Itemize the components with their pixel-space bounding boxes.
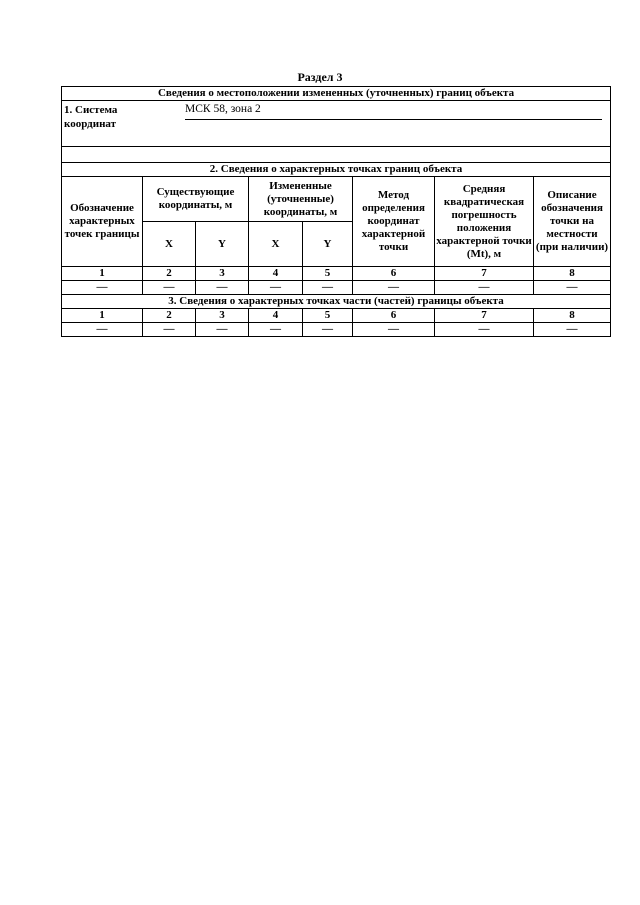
header-changed-x: X	[249, 222, 303, 267]
spacer-row	[62, 147, 611, 163]
header-existing-y: Y	[196, 222, 249, 267]
header-existing-coords: Существующие координаты, м	[143, 177, 249, 222]
table-cell: —	[62, 281, 143, 295]
table-cell: —	[303, 281, 353, 295]
column-number: 4	[249, 309, 303, 323]
table-row	[62, 323, 611, 337]
column-number: 5	[303, 267, 353, 281]
column-number: 8	[534, 309, 611, 323]
column-number: 3	[196, 267, 249, 281]
column-number: 6	[353, 309, 435, 323]
table-cell: —	[143, 323, 196, 337]
column-number: 8	[534, 267, 611, 281]
coord-system-label: 1. Система координат	[64, 104, 118, 130]
table-cell: —	[435, 281, 534, 295]
section-heading: Раздел 3	[297, 70, 343, 84]
column-number: 2	[143, 309, 196, 323]
column-number: 5	[303, 309, 353, 323]
section3-title: 3. Сведения о характерных точках части (частей) границы объекта	[62, 295, 611, 309]
header-existing-x: X	[143, 222, 196, 267]
boundary-form-table	[61, 86, 611, 337]
table-cell: —	[435, 323, 534, 337]
table-cell: —	[196, 323, 249, 337]
header-description: Описание обозначения точки на местности (при наличии)	[534, 177, 611, 267]
header-changed-y: Y	[303, 222, 353, 267]
column-number: 1	[62, 309, 143, 323]
table-cell: —	[249, 323, 303, 337]
column-number: 4	[249, 267, 303, 281]
section2-title: 2. Сведения о характерных точках границ объекта	[62, 163, 611, 177]
table-cell: —	[196, 281, 249, 295]
coord-system-value: МСК 58, зона 2	[185, 103, 602, 120]
table-cell: —	[534, 281, 611, 295]
column-number: 2	[143, 267, 196, 281]
table-cell: —	[353, 323, 435, 337]
column-number: 7	[435, 267, 534, 281]
table-cell: —	[249, 281, 303, 295]
column-number: 3	[196, 309, 249, 323]
section1-title: Сведения о местоположении измененных (уточненных) границ объекта	[62, 87, 611, 101]
table-cell: —	[62, 323, 143, 337]
header-rms-error: Средняя квадратическая погрешность положения характерной точки (Mt), м	[435, 177, 534, 267]
table-cell: —	[353, 281, 435, 295]
table-cell: —	[143, 281, 196, 295]
column-number: 6	[353, 267, 435, 281]
table-cell: —	[534, 323, 611, 337]
header-point-designation: Обозначение характерных точек границы	[62, 177, 143, 267]
header-method: Метод определения координат характерной точки	[353, 177, 435, 267]
column-number: 7	[435, 309, 534, 323]
coord-system-row	[62, 101, 611, 147]
column-number: 1	[62, 267, 143, 281]
table-row	[62, 281, 611, 295]
table-cell: —	[303, 323, 353, 337]
header-changed-coords: Измененные (уточненные) координаты, м	[249, 177, 353, 222]
